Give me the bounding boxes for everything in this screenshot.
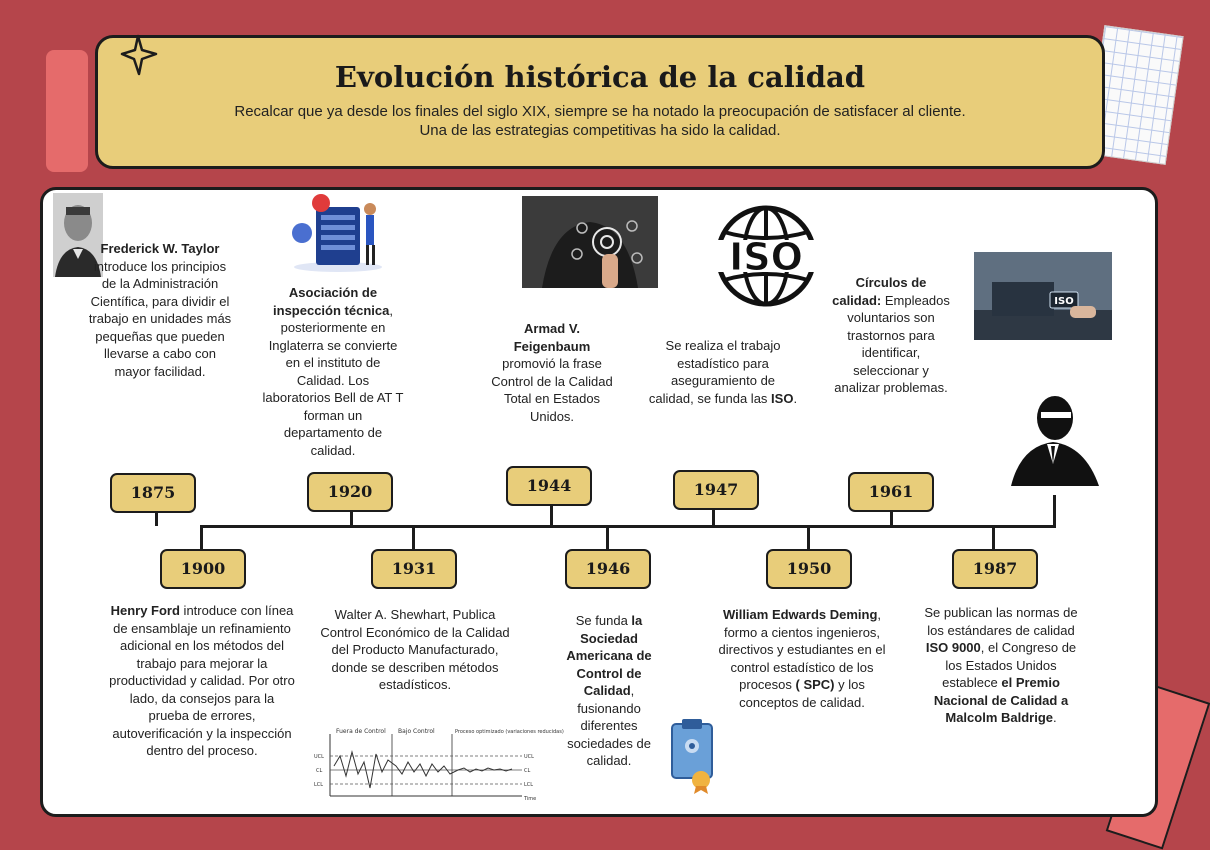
event-1950-mid: , formo a cientos ingenieros, directivos y estudiantes en el control estadístico de los procesos — [718, 607, 886, 692]
year-1875: 1875 — [110, 473, 196, 513]
connector-1961 — [890, 510, 893, 526]
iso-logo-text: ISO — [729, 235, 803, 279]
chart-ucl-right: UCL — [524, 754, 534, 760]
chart-time-label: Time — [524, 796, 537, 802]
year-1947: 1947 — [673, 470, 759, 510]
event-1950-name: William Edwards Deming — [722, 607, 878, 622]
event-1961 — [832, 274, 950, 397]
connector-1950 — [807, 526, 810, 550]
year-1944: 1944 — [506, 466, 592, 506]
connector-1946 — [606, 526, 609, 550]
subtitle-line-1: Recalcar que ya desde los finales del siglo XIX, siempre se ha notado la preocupación de satisfacer al cliente. — [234, 103, 966, 120]
event-1875-text: introduce los principios de la Administración Científica, para dividir el trabajo en unidades más pequeñas que pueden llevarse a cabo con mayor facilidad. — [88, 258, 232, 379]
event-1944 — [486, 320, 618, 425]
event-1875-name: Frederick W. Taylor — [100, 241, 220, 256]
chart-label-mid: Bajo Control — [398, 728, 435, 735]
event-1944-name: Armad V. Feigenbaum — [513, 321, 591, 354]
event-1900-text: introduce con línea de ensamblaje un refinamiento adicional en los métodos del trabajo para mejorar la productividad y calidad. Por otro lado, da consejos para la prueba de errores, autoverificación y la inspección dentro del proceso. — [109, 603, 295, 758]
pink-note-left — [46, 50, 88, 172]
event-1961-name: Círculos de calidad: — [832, 275, 927, 308]
event-1987-pre: Se publican las normas de los estándares de calidad — [924, 605, 1078, 638]
event-1900 — [108, 602, 296, 760]
event-1946 — [552, 612, 666, 770]
event-1987-mid: , el Congreso de los Estados Unidos establece — [942, 640, 1077, 690]
laptop-badge-text: ISO — [1054, 296, 1074, 307]
connector-end — [1053, 495, 1056, 527]
event-1987-award: el Premio Nacional de Calidad a Malcolm Baldrige — [933, 675, 1069, 725]
subtitle-line-2: Una de las estrategias competitivas ha sido la calidad. — [419, 122, 781, 139]
year-1931: 1931 — [371, 549, 457, 589]
event-1947-pre: Se realiza el trabajo estadístico para aseguramiento de calidad, se funda las — [648, 338, 781, 406]
event-1875 — [85, 240, 235, 380]
event-1946-text: , fusionando diferentes sociedades de calidad. — [567, 683, 651, 768]
timeline-axis — [200, 525, 1056, 528]
connector-1931 — [412, 526, 415, 550]
chart-cl-left: CL — [316, 768, 323, 774]
event-1900-name: Henry Ford — [110, 603, 180, 618]
chart-lcl-right: LCL — [524, 782, 534, 788]
event-1920-name: Asociación de inspección técnica — [273, 285, 390, 318]
page-title: Evolución histórica de la calidad — [334, 60, 866, 94]
connector-1900 — [200, 526, 203, 550]
year-1946: 1946 — [565, 549, 651, 589]
event-1950 — [718, 606, 886, 711]
event-1920 — [262, 284, 404, 459]
inspection-illustration — [288, 193, 388, 273]
event-1947-name: ISO — [771, 390, 794, 406]
event-1931 — [315, 606, 515, 694]
year-1950: 1950 — [766, 549, 852, 589]
connector-1920 — [350, 510, 353, 526]
event-1987 — [922, 604, 1080, 727]
year-1987: 1987 — [952, 549, 1038, 589]
event-1920-text: , posteriormente en Inglaterra se convierte en el instituto de Calidad. Los laboratorios Bell de AT T forman un departamento de calidad. — [262, 302, 404, 458]
event-1947 — [648, 337, 798, 407]
year-1900: 1900 — [160, 549, 246, 589]
iso-logo — [708, 204, 824, 308]
event-1961-text: Empleados voluntarios son trastornos para identificar, seleccionar y analizar problemas. — [834, 292, 950, 395]
certificate-icon — [668, 716, 716, 794]
year-1961: 1961 — [848, 472, 934, 512]
touchscreen-photo — [522, 196, 658, 288]
chart-cl-right: CL — [524, 768, 531, 774]
event-1987-iso: ISO 9000 — [925, 640, 981, 655]
baldrige-portrait — [1003, 390, 1103, 486]
laptop-iso-photo — [974, 252, 1112, 340]
header-banner — [95, 35, 1105, 169]
event-1946-name: la Sociedad Americana de Control de Calidad — [566, 613, 652, 698]
chart-label-left: Fuera de Control — [336, 728, 386, 735]
chart-label-right: Proceso optimizado (variaciones reducidas) — [455, 729, 564, 735]
event-1946-pre: Se funda — [575, 613, 632, 628]
year-1920: 1920 — [307, 472, 393, 512]
control-chart — [312, 726, 564, 804]
event-1950-spc: ( SPC) — [795, 677, 835, 692]
chart-ucl-left: UCL — [314, 754, 324, 760]
chart-lcl-left: LCL — [314, 782, 324, 788]
event-1950-text: y los conceptos de calidad. — [739, 677, 865, 710]
connector-1947 — [712, 508, 715, 526]
event-1987-text: . — [1053, 710, 1057, 725]
event-1931-text: Walter A. Shewhart, Publica Control Económico de la Calidad del Producto Manufacturado, donde se describen métodos estadísticos. — [320, 607, 510, 692]
event-1944-text: promovió la frase Control de la Calidad Total en Estados Unidos. — [491, 356, 613, 424]
page-subtitle — [98, 102, 1102, 140]
connector-1944 — [550, 505, 553, 526]
event-1947-text: . — [793, 390, 798, 406]
connector-1987 — [992, 526, 995, 550]
